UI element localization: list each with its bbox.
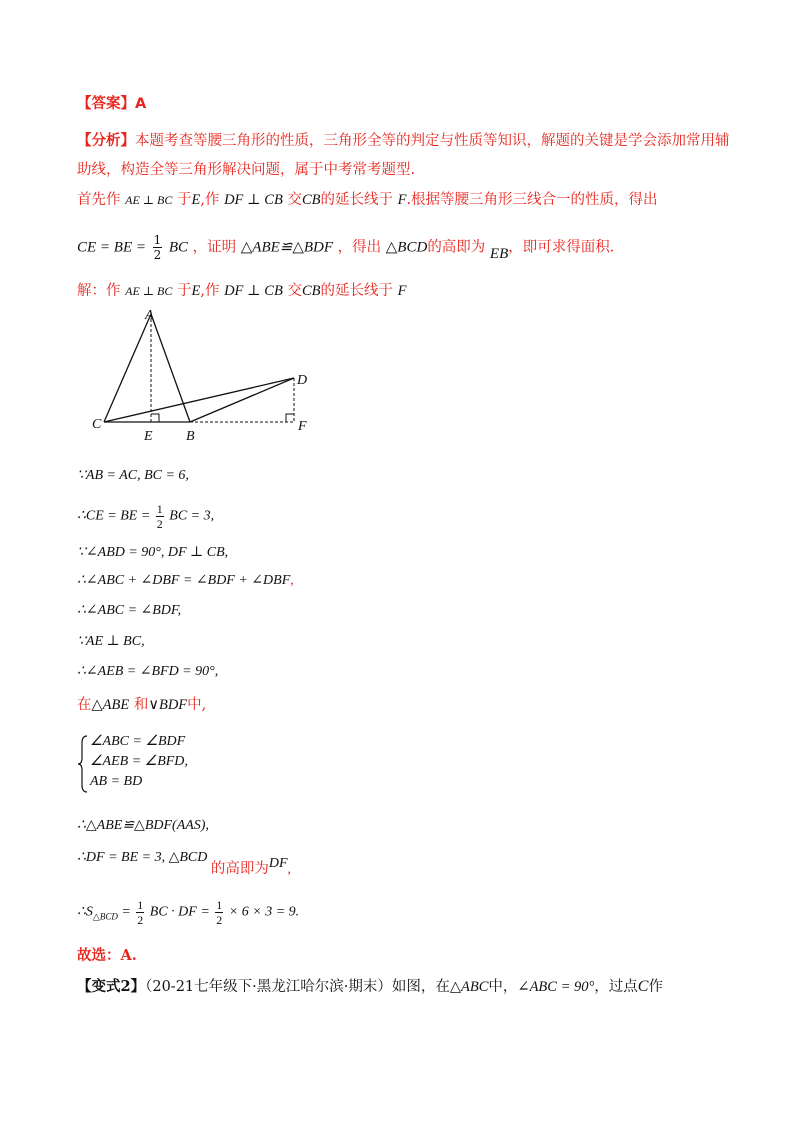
solution-text: ,作 xyxy=(200,283,220,299)
analysis-text: ，证明 xyxy=(192,239,237,256)
step-4 xyxy=(77,572,294,589)
label-f: F xyxy=(298,419,307,434)
math-expression: E xyxy=(191,283,201,299)
fraction-half xyxy=(136,899,144,926)
math-expression: AE ⊥ BC xyxy=(125,193,173,207)
answer-label: 【答案】 xyxy=(77,96,135,112)
fraction-denominator: 2 xyxy=(156,517,163,531)
variant-text: （20-21七年级下·黑龙江哈尔滨·期末）如图，在 xyxy=(145,979,450,995)
system-line-2: ∠AEB = ∠BFD, xyxy=(90,754,188,769)
step-9: ∴△ABE≌△BDF(AAS), xyxy=(77,818,209,833)
math-expression: DF xyxy=(268,856,288,871)
math-expression: ∨BDF xyxy=(148,697,188,713)
right-angle-mark-e xyxy=(151,414,159,422)
variant-text: 中， xyxy=(488,979,518,995)
segment-ca xyxy=(104,314,151,422)
step-10 xyxy=(77,845,292,877)
label-a: A xyxy=(145,308,154,323)
analysis-text-1: 本题考查等腰三角形的性质，三角形全等的判定与性质等知识，解题的关键是学会添加常用辅 xyxy=(135,133,730,149)
step-text: ∴S xyxy=(77,904,93,920)
math-expression: CE = BE = xyxy=(77,239,146,256)
analysis-line-3 xyxy=(77,188,658,209)
step-text: = xyxy=(121,904,131,920)
step-8 xyxy=(77,693,206,714)
step-2 xyxy=(77,503,214,530)
step-text: ∴∠ABC + ∠DBF = ∠BDF + ∠DBF xyxy=(77,573,291,588)
analysis-text-2: 助线，构造全等三角形解决问题，属于中考常考题型. xyxy=(77,162,416,178)
analysis-text: 于 xyxy=(177,192,192,208)
right-angle-mark-f xyxy=(286,414,294,422)
label-b: B xyxy=(186,429,195,443)
label-c: C xyxy=(92,417,102,432)
math-expression: CB xyxy=(301,283,321,299)
fraction-denominator: 2 xyxy=(137,913,144,927)
math-expression: AE ⊥ BC xyxy=(125,284,173,298)
step-5: ∴∠ABC = ∠BDF, xyxy=(77,603,182,618)
segment-cd xyxy=(104,378,294,422)
math-expression: △ABE≌△BDF xyxy=(240,239,334,256)
solution-text: 解：作 xyxy=(77,283,121,299)
segment-ab xyxy=(151,314,190,422)
analysis-text: 交 xyxy=(287,192,302,208)
step-text: ∴DF = BE = 3, △BCD xyxy=(77,850,208,865)
step-text: ∴CE = BE = xyxy=(77,508,151,524)
analysis-line-4 xyxy=(77,234,614,261)
analysis-text: ,作 xyxy=(200,192,220,208)
step-1: ∵AB = AC, BC = 6, xyxy=(77,468,189,483)
math-expression: BC xyxy=(168,239,189,256)
step-text: , xyxy=(287,862,292,877)
step-text: 的高即为 xyxy=(210,861,269,877)
fraction-denominator: 2 xyxy=(216,913,223,927)
fraction-half xyxy=(215,899,223,926)
step-text: BC · DF = xyxy=(149,904,210,920)
math-expression: CB xyxy=(301,192,321,208)
math-expression: F xyxy=(397,283,407,299)
label-d: D xyxy=(297,373,308,388)
math-expression: F xyxy=(397,192,407,208)
step-6: ∵AE ⊥ BC, xyxy=(77,634,145,649)
analysis-text: 首先作 xyxy=(77,192,121,208)
math-expression: C xyxy=(637,978,649,995)
analysis-text: 的高即为 xyxy=(427,239,486,256)
area-subscript: △BCD xyxy=(92,911,118,922)
solution-text: 交 xyxy=(287,283,302,299)
step-text: 中, xyxy=(187,697,207,713)
answer-value: A xyxy=(135,96,147,112)
step-text: 在 xyxy=(77,697,92,713)
math-expression: DF ⊥ CB xyxy=(224,192,283,208)
step-text: × 6 × 3 = 9. xyxy=(228,904,300,920)
math-expression: △ABC xyxy=(449,979,489,995)
analysis-label: 【分析】 xyxy=(77,132,135,149)
system-brace xyxy=(77,735,89,793)
fraction-half xyxy=(156,503,164,530)
solution-text: 的延长线于 xyxy=(320,283,393,299)
system-line-3: AB = BD xyxy=(90,774,143,789)
answer-line xyxy=(77,92,146,113)
math-expression: △BCD xyxy=(385,239,428,256)
fraction-numerator: 1 xyxy=(153,233,162,247)
solution-text: 于 xyxy=(177,283,192,299)
math-expression: ∠ABC = 90° xyxy=(517,979,595,995)
math-expression: △ABE xyxy=(91,697,130,713)
math-expression: DF ⊥ CB xyxy=(224,283,283,299)
variant-label: 【变式2】 xyxy=(77,978,146,995)
step-text: , xyxy=(290,573,294,588)
variant-line xyxy=(77,975,663,996)
geometry-figure xyxy=(88,303,328,443)
analysis-line-1 xyxy=(77,129,730,150)
math-expression: EB xyxy=(489,245,509,262)
choice-line: 故选：A. xyxy=(77,947,137,964)
fraction-denominator: 2 xyxy=(153,248,162,262)
step-3: ∵∠ABD = 90°, DF ⊥ CB, xyxy=(77,545,229,560)
fraction-numerator: 1 xyxy=(156,502,163,516)
fraction-half xyxy=(153,234,163,261)
fraction-numerator: 1 xyxy=(137,898,144,912)
analysis-text: 的延长线于 xyxy=(320,192,393,208)
step-11 xyxy=(77,899,299,926)
system-line-1: ∠ABC = ∠BDF xyxy=(90,734,186,749)
analysis-text: ，得出 xyxy=(337,239,382,256)
step-7: ∴∠AEB = ∠BFD = 90°, xyxy=(77,664,219,679)
math-expression: E xyxy=(191,192,201,208)
label-e: E xyxy=(144,429,153,443)
segment-bd xyxy=(190,378,294,422)
step-text: BC = 3, xyxy=(169,508,215,524)
variant-text: 作 xyxy=(648,979,663,995)
step-text: 和 xyxy=(133,697,149,713)
solution-intro xyxy=(77,279,406,300)
variant-text: ，过点 xyxy=(594,979,638,995)
analysis-text: .根据等腰三角形三线合一的性质，得出 xyxy=(406,192,658,208)
analysis-text: ，即可求得面积. xyxy=(508,239,615,256)
analysis-line-2 xyxy=(77,158,415,179)
fraction-numerator: 1 xyxy=(216,898,223,912)
